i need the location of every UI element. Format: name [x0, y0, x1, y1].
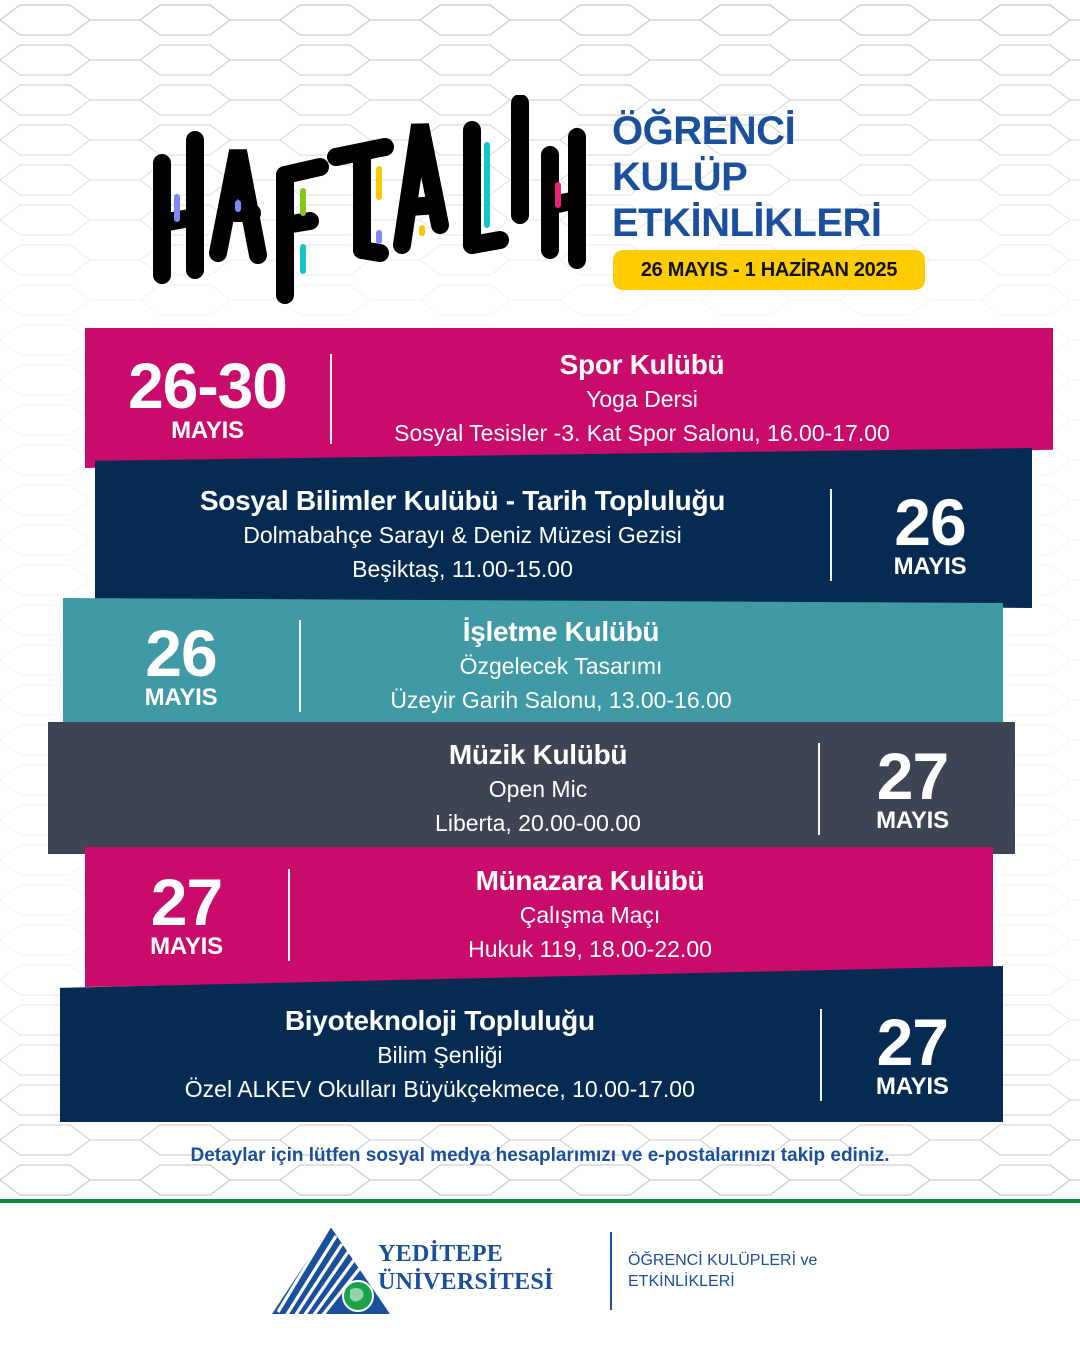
event-title: Bilim Şenliği [377, 1042, 503, 1068]
event-club-name: İşletme Kulübü [462, 616, 660, 647]
event-divider [288, 869, 290, 961]
event-card-4 [48, 730, 1015, 848]
event-info [290, 864, 890, 966]
event-date-month: MAYIS [875, 1073, 949, 1100]
department-name-line-2: ETKİNLİKLERİ [628, 1273, 735, 1290]
event-date-day: 26 [894, 485, 966, 559]
event-title: Open Mic [488, 776, 588, 802]
event-date-month: MAYIS [876, 807, 949, 834]
event-club-name: Spor Kulübü [559, 349, 725, 380]
event-divider [818, 743, 820, 835]
event-location-time: Özel ALKEV Okulları Büyükçekmece, 10.00-17.00 [184, 1076, 695, 1102]
event-title: Çalışma Maçı [519, 902, 661, 928]
event-title: Yoga Dersi [586, 386, 698, 412]
event-location-time: Sosyal Tesisler -3. Kat Spor Salonu, 16.00-17.00 [394, 420, 890, 446]
event-club-name: Münazara Kulübü [475, 865, 705, 896]
event-location-time: Liberta, 20.00-00.00 [435, 810, 641, 836]
event-card-1 [85, 340, 1053, 458]
event-date-month: MAYIS [893, 553, 967, 580]
event-card-3 [63, 610, 1003, 722]
university-name-line-1: YEDİTEPE [378, 1241, 504, 1267]
event-location-time: Hukuk 119, 18.00-22.00 [468, 936, 712, 962]
event-info [332, 348, 952, 450]
event-club-name: Biyoteknoloji Topluluğu [284, 1005, 595, 1036]
event-date-day: 27 [876, 739, 949, 813]
event-info [95, 484, 830, 586]
event-date [85, 350, 330, 444]
event-date-day: 27 [876, 1005, 949, 1079]
event-date-month: MAYIS [150, 933, 223, 960]
event-card-5 [85, 860, 993, 970]
event-location-time: Üzeyir Garih Salonu, 13.00-16.00 [390, 687, 732, 713]
event-date-day: 26-30 [128, 350, 287, 422]
event-title: Özgelecek Tasarımı [459, 653, 663, 679]
event-divider [299, 620, 301, 712]
page-subtitle [612, 108, 882, 246]
event-info [60, 1004, 820, 1106]
event-divider [330, 354, 332, 444]
department-name [628, 1250, 817, 1292]
yeditepe-logo-icon [270, 1224, 392, 1316]
event-date-month: MAYIS [171, 417, 244, 444]
event-club-name: Sosyal Bilimler Kulübü - Tarih Topluluğu [199, 485, 726, 516]
event-date-day: 26 [145, 616, 217, 690]
haftalik-title-art [140, 95, 600, 310]
footer-note: Detaylar için lütfen sosyal medya hesaplarımızı ve e-postalarınızı takip ediniz. [190, 1145, 890, 1166]
event-date-month: MAYIS [144, 684, 218, 711]
event-divider [830, 489, 832, 581]
event-date [832, 485, 1028, 580]
event-card-2 [95, 475, 1032, 595]
event-info [48, 738, 818, 840]
subtitle-line-1: ÖĞRENCİ [612, 109, 796, 153]
event-info [301, 615, 821, 717]
event-title: Dolmabahçe Sarayı & Deniz Müzesi Gezisi [243, 522, 682, 548]
department-name-line-1: ÖĞRENCİ KULÜPLERİ ve [628, 1252, 818, 1269]
event-date [63, 616, 299, 711]
event-date [822, 1005, 1003, 1100]
footer-vertical-divider [610, 1232, 612, 1310]
event-divider [820, 1009, 822, 1101]
event-date [820, 739, 1005, 834]
date-range-badge: 26 MAYIS - 1 HAZİRAN 2025 [613, 250, 925, 290]
event-location-time: Beşiktaş, 11.00-15.00 [352, 556, 573, 582]
university-name [378, 1240, 554, 1296]
subtitle-line-3: ETKİNLİKLERİ [612, 201, 882, 245]
event-date [85, 865, 288, 960]
event-date-day: 27 [150, 865, 223, 939]
university-name-line-2: ÜNİVERSİTESİ [378, 1269, 554, 1295]
event-club-name: Müzik Kulübü [448, 739, 628, 770]
subtitle-line-2: KULÜP [612, 155, 748, 199]
event-card-6 [60, 995, 1003, 1115]
